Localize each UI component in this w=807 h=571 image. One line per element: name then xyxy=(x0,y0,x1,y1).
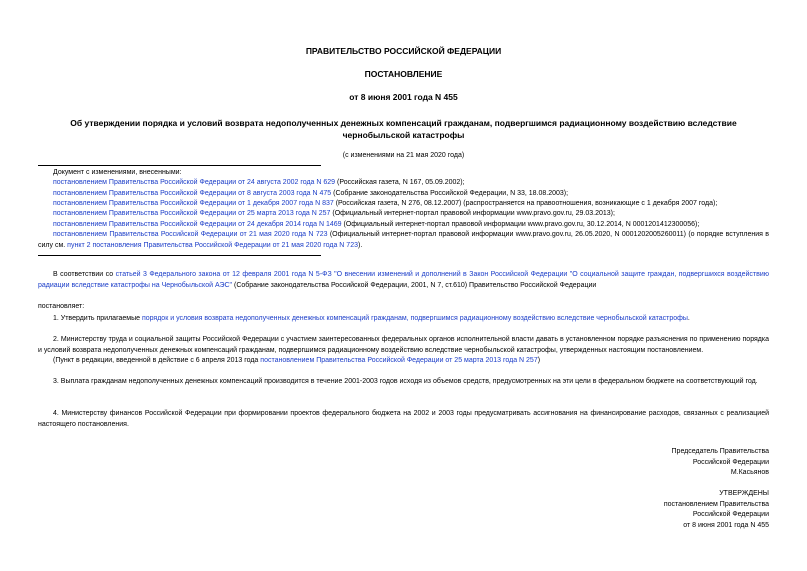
divider-bottom xyxy=(38,255,321,256)
federal-law-link[interactable]: статьей 3 Федерального закона от 12 февраля 2001 года N 5-ФЗ "О внесении изменений и дополнений в Закон Российской Федерации "О социальной защите граждан, подвергшихся воздействию радиации вследствие катастрофы на Чернобыльской АЭС" xyxy=(38,271,769,289)
approved-by: постановлением Правительства xyxy=(663,500,769,508)
amendments-block xyxy=(38,168,769,251)
preamble-paragraph: В соответствии со статьей 3 Федерального закона от 12 февраля 2001 года N 5-ФЗ "О внесении изменений и дополнений в Закон Российской Федерации "О социальной защите граждан, подвергшихся воздействию радиации вследствие катастрофы на Чернобыльской АЭС" (Собрание законодательства Российской Федерации, 2001, N 7, ст.610) Правительство Российской Федерации xyxy=(38,271,769,289)
amendment-item: постановлением Правительства Российской Федерации от 24 декабря 2014 года N 1469 (Официальный интернет-портал правовой информации www.pravo.gov.ru, 30.12.2014, N 0001201412300056); xyxy=(53,220,700,228)
amendment-link[interactable]: постановлением Правительства Российской Федерации от 24 августа 2002 года N 629 xyxy=(53,179,336,187)
changes-note: (с изменениями на 21 мая 2020 года) xyxy=(342,152,465,159)
amendments-lead: Документ с изменениями, внесенными: xyxy=(53,169,182,176)
clause-4: 4. Министерству финансов Российской Федерации при формировании проектов федерального бюджета на 2002 и 2003 годы предусматривать ассигнования на финансирование расходов, связанных с реализацией настоящего постановления. xyxy=(38,410,769,428)
amendment-item: постановлением Правительства Российской Федерации от 1 декабря 2007 года N 837 (Российская газета, N 276, 08.12.2007) (распространяется на правоотношения, возникающие с 1 декабря 2007 года); xyxy=(53,200,718,208)
document-title: Об утверждении порядка и условий возврата недополученных денежных компенсаций гражданам, подвергшимся радиационному воздействию вследствие чернобыльской катастрофы xyxy=(70,118,737,140)
procedure-link[interactable]: порядок и условия возврата недополученных денежных компенсаций гражданам, подвергшимся радиационному воздействию вследствие чернобыльской катастрофы xyxy=(141,315,688,322)
signatory-title: Председатель Правительства xyxy=(671,448,769,455)
amendment-item: постановлением Правительства Российской Федерации от 21 мая 2020 года N 723 (Официальный интернет-портал правовой информации www.pravo.gov.ru, 26.05.2020, N 0001202005260011) (о порядке вступления в силу см. пункт 2 постановления Правительства Российской Федерации от 21 мая 2020 года N 723). xyxy=(38,231,769,249)
amendment-link[interactable]: постановлением Правительства Российской Федерации от 25 марта 2013 года N 257 xyxy=(53,210,331,218)
amendment-link[interactable]: постановлением Правительства Российской Федерации от 24 декабря 2014 года N 1469 xyxy=(53,220,342,228)
resolves-label: постановляет: xyxy=(38,303,85,310)
amendment-link[interactable]: постановлением Правительства Российской Федерации от 21 мая 2020 года N 723 xyxy=(53,231,328,239)
amendment-link-entry-into-force[interactable]: пункт 2 постановления Правительства Российской Федерации от 21 мая 2020 года N 723 xyxy=(67,241,358,249)
signatory-org: Российской Федерации xyxy=(692,458,769,466)
amendment-link[interactable]: постановлением Правительства Российской Федерации от 1 декабря 2007 года N 837 xyxy=(53,200,334,208)
approved-org: Российской Федерации xyxy=(692,511,769,518)
signature-block xyxy=(672,447,769,479)
signatory-name: М.Касьянов xyxy=(730,469,769,476)
clause-3: 3. Выплата гражданам недополученных денежных компенсаций производится в течение 2001-2003 годов исходя из объемов средств, предусмотренных на эти цели в федеральном бюджете на соответствующий год. xyxy=(53,378,758,385)
approved-date: от 8 июня 2001 года N 455 xyxy=(683,521,769,529)
amendment-item: постановлением Правительства Российской Федерации от 8 августа 2003 года N 475 (Собрание законодательства Российской Федерации, N 33, 18.08.2003); xyxy=(53,189,569,197)
clause-1: 1. Утвердить прилагаемые порядок и условия возврата недополученных денежных компенсаций гражданам, подвергшимся радиационному воздействию вследствие чернобыльской катастрофы. xyxy=(53,315,690,322)
issuer-heading: ПРАВИТЕЛЬСТВО РОССИЙСКОЙ ФЕДЕРАЦИИ xyxy=(305,46,502,56)
amendment-link[interactable]: постановлением Правительства Российской Федерации от 8 августа 2003 года N 475 xyxy=(53,189,332,197)
clause-2: 2. Министерству труда и социальной защиты Российской Федерации с участием заинтересованных федеральных органов исполнительной власти давать в установленном порядке разъяснения по применению порядка и условий возврата недополученных денежных компенсаций гражданам, подвергшимся радиационному воздействию вследствие чернобыльской катастрофы, утвержденных настоящим постановлением. (Пункт в редакции, введенной в действие с 6 апреля 2013 года постановлением Правительства Российской Федерации от 25 марта 2013 года N 257) xyxy=(38,336,769,364)
approved-label: УТВЕРЖДЕНЫ xyxy=(719,490,769,497)
clause-2-amendment-link[interactable]: постановлением Правительства Российской Федерации от 25 марта 2013 года N 257 xyxy=(260,357,538,364)
doc-type-heading: ПОСТАНОВЛЕНИЕ xyxy=(364,69,443,79)
approved-block xyxy=(664,489,769,531)
divider-top xyxy=(38,165,321,166)
amendment-item: постановлением Правительства Российской Федерации от 25 марта 2013 года N 257 (Официальный интернет-портал правовой информации www.pravo.gov.ru, 29.03.2013); xyxy=(53,210,615,218)
amendment-item: постановлением Правительства Российской Федерации от 24 августа 2002 года N 629 (Российская газета, N 167, 05.09.2002); xyxy=(53,179,465,187)
doc-date-heading: от 8 июня 2001 года N 455 xyxy=(349,92,458,102)
